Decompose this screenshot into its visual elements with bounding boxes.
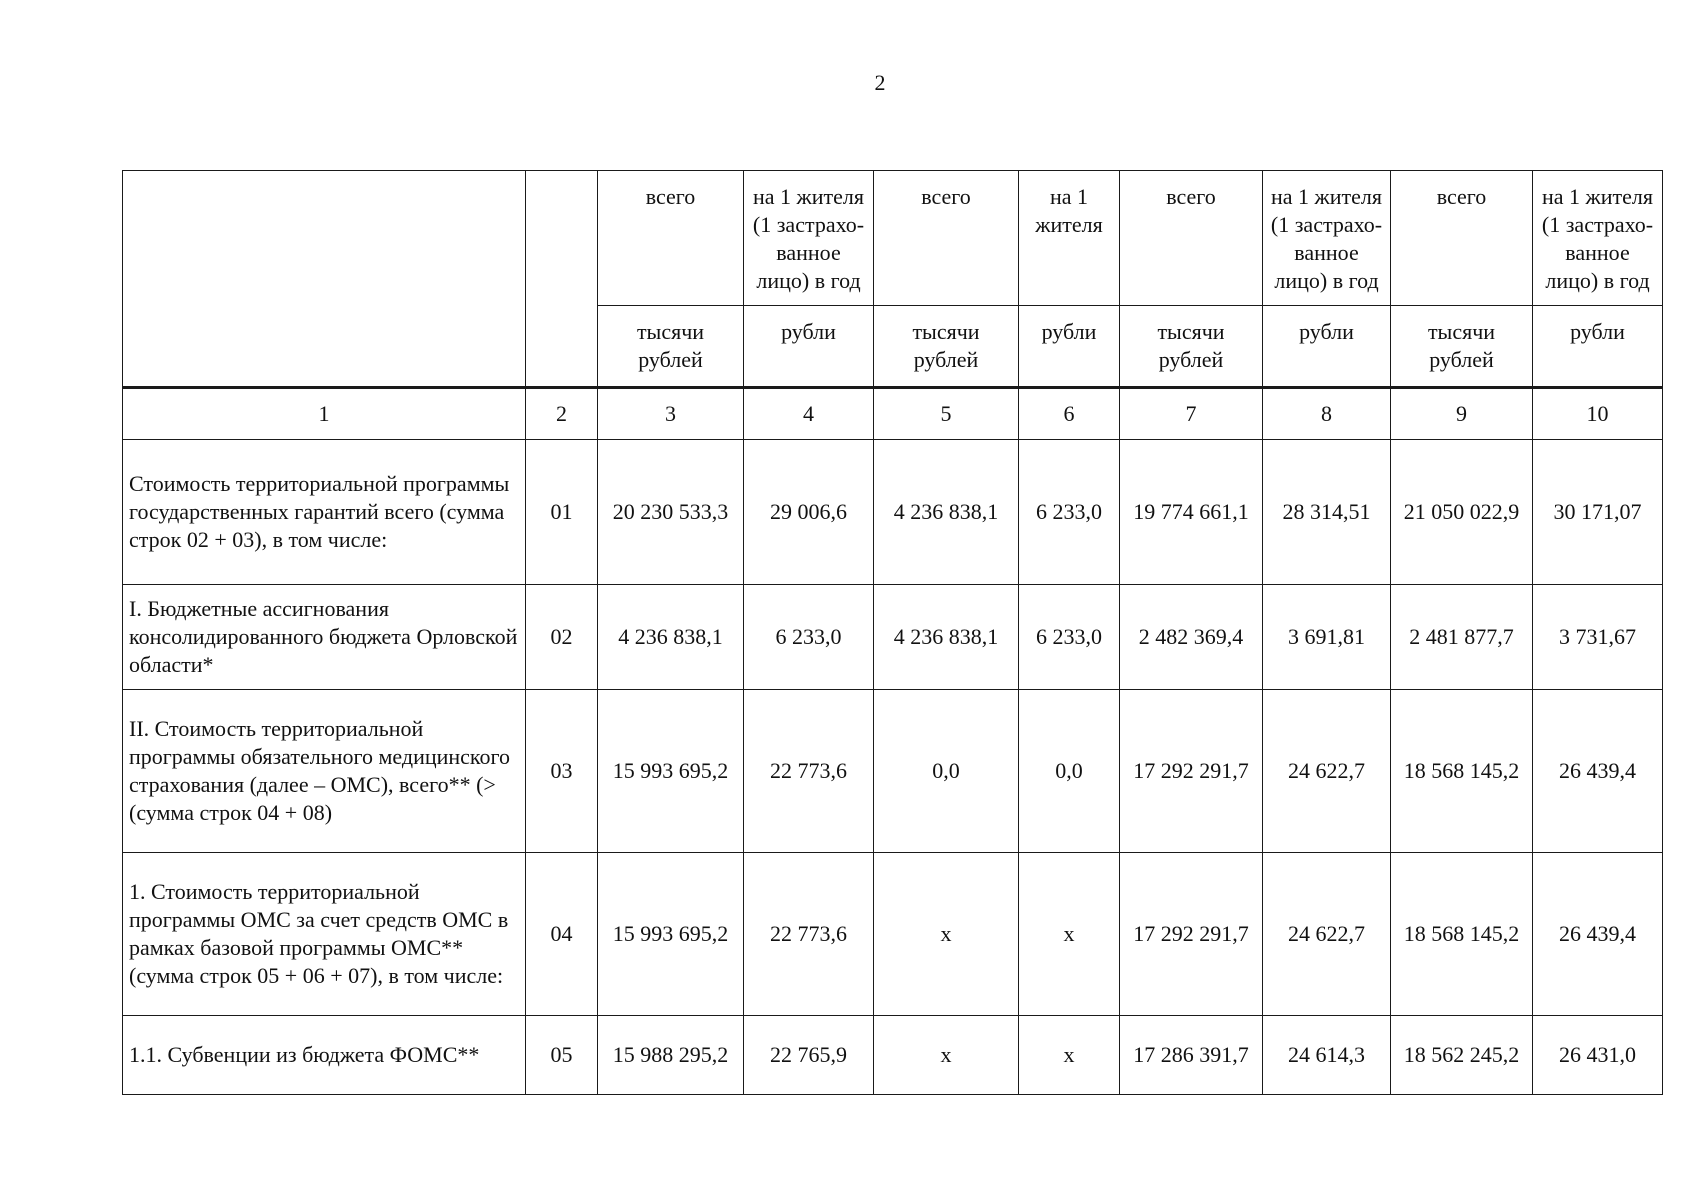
value-cell: 0,0 [874, 690, 1019, 853]
value-cell: 30 171,07 [1533, 440, 1663, 585]
unit-cell: тысячи рублей [1120, 306, 1263, 388]
column-index: 9 [1391, 388, 1533, 440]
unit-cell: тысячи рублей [1391, 306, 1533, 388]
value-cell: 15 993 695,2 [598, 690, 744, 853]
header-row-1 [123, 171, 1663, 306]
table-row [123, 690, 1663, 853]
value-cell: 22 773,6 [744, 853, 874, 1016]
row-label: 1. Стоимость территориальной программы ОМС за счет средств ОМС в рамках базовой программы ОМС** (сумма строк 05 + 06 + 07), в том числе: [123, 853, 526, 1016]
column-index: 6 [1019, 388, 1120, 440]
value-cell: 24 622,7 [1263, 853, 1391, 1016]
value-cell: 24 622,7 [1263, 690, 1391, 853]
value-cell: 26 439,4 [1533, 690, 1663, 853]
column-index: 2 [526, 388, 598, 440]
value-cell: 21 050 022,9 [1391, 440, 1533, 585]
page-number: 2 [874, 70, 886, 95]
header-cell: всего [1391, 171, 1533, 306]
row-code: 05 [526, 1016, 598, 1095]
table-row [123, 585, 1663, 690]
row-label: Стоимость территориальной программы государственных гарантий всего (сумма строк 02 + 03), в том числе: [123, 440, 526, 585]
value-cell: х [1019, 853, 1120, 1016]
value-cell: 3 731,67 [1533, 585, 1663, 690]
value-cell: 17 292 291,7 [1120, 690, 1263, 853]
column-index: 1 [123, 388, 526, 440]
value-cell: 6 233,0 [1019, 440, 1120, 585]
table-row [123, 1016, 1663, 1095]
value-cell: 26 439,4 [1533, 853, 1663, 1016]
value-cell: 2 481 877,7 [1391, 585, 1533, 690]
value-cell: 18 562 245,2 [1391, 1016, 1533, 1095]
value-cell: 17 286 391,7 [1120, 1016, 1263, 1095]
unit-cell: тысячи рублей [598, 306, 744, 388]
unit-cell: тысячи рублей [874, 306, 1019, 388]
row-code: 04 [526, 853, 598, 1016]
column-index: 3 [598, 388, 744, 440]
column-index: 7 [1120, 388, 1263, 440]
value-cell: 2 482 369,4 [1120, 585, 1263, 690]
value-cell: х [874, 853, 1019, 1016]
header-cell: всего [874, 171, 1019, 306]
value-cell: 28 314,51 [1263, 440, 1391, 585]
row-label: I. Бюджетные ассигнования консолидированного бюджета Орловской области* [123, 585, 526, 690]
cost-table [122, 170, 1663, 1095]
value-cell: х [874, 1016, 1019, 1095]
value-cell: 20 230 533,3 [598, 440, 744, 585]
row-code: 01 [526, 440, 598, 585]
row-label: II. Стоимость территориальной программы обязательного медицинского страхования (далее – ОМС), всего** (>(сумма строк 04 + 08) [123, 690, 526, 853]
column-index: 8 [1263, 388, 1391, 440]
header-empty-code [526, 171, 598, 388]
value-cell: 24 614,3 [1263, 1016, 1391, 1095]
table-row [123, 440, 1663, 585]
value-cell: 4 236 838,1 [598, 585, 744, 690]
header-cell: на 1 жителя [1019, 171, 1120, 306]
unit-cell: рубли [1019, 306, 1120, 388]
value-cell: 6 233,0 [1019, 585, 1120, 690]
value-cell: 22 773,6 [744, 690, 874, 853]
unit-cell: рубли [1263, 306, 1391, 388]
value-cell: 29 006,6 [744, 440, 874, 585]
row-code: 02 [526, 585, 598, 690]
value-cell: 22 765,9 [744, 1016, 874, 1095]
header-cell: всего [598, 171, 744, 306]
unit-cell: рубли [1533, 306, 1663, 388]
value-cell: 17 292 291,7 [1120, 853, 1263, 1016]
header-cell: на 1 жителя (1 застрахо-ванное лицо) в год [1263, 171, 1391, 306]
value-cell: 18 568 145,2 [1391, 690, 1533, 853]
header-cell: на 1 жителя (1 застрахо-ванное лицо) в год [1533, 171, 1663, 306]
table-row [123, 853, 1663, 1016]
header-cell: всего [1120, 171, 1263, 306]
value-cell: 19 774 661,1 [1120, 440, 1263, 585]
document-sheet [122, 170, 1663, 1095]
column-index-row [123, 388, 1663, 440]
value-cell: 26 431,0 [1533, 1016, 1663, 1095]
column-index: 5 [874, 388, 1019, 440]
value-cell: 15 988 295,2 [598, 1016, 744, 1095]
value-cell: 18 568 145,2 [1391, 853, 1533, 1016]
value-cell: х [1019, 1016, 1120, 1095]
column-index: 10 [1533, 388, 1663, 440]
value-cell: 4 236 838,1 [874, 440, 1019, 585]
value-cell: 15 993 695,2 [598, 853, 744, 1016]
value-cell: 0,0 [1019, 690, 1120, 853]
row-label: 1.1. Субвенции из бюджета ФОМС** [123, 1016, 526, 1095]
column-index: 4 [744, 388, 874, 440]
unit-cell: рубли [744, 306, 874, 388]
value-cell: 4 236 838,1 [874, 585, 1019, 690]
header-empty-label [123, 171, 526, 388]
value-cell: 6 233,0 [744, 585, 874, 690]
row-code: 03 [526, 690, 598, 853]
value-cell: 3 691,81 [1263, 585, 1391, 690]
header-cell: на 1 жителя (1 застрахо-ванное лицо) в год [744, 171, 874, 306]
